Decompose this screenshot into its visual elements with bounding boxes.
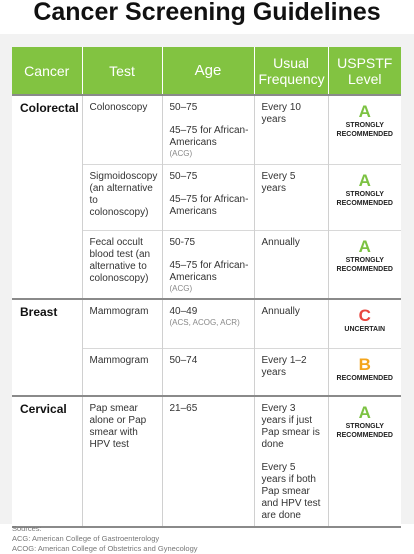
frequency-pap-hpv: Every 5 years if both Pap smear and HPV test are done xyxy=(261,461,321,521)
grade-letter: A xyxy=(358,236,371,256)
table-row xyxy=(12,95,401,164)
table-row xyxy=(12,299,401,349)
age-source-note: (ACS, ACOG, ACR) xyxy=(169,317,240,327)
age-range-alt: 45–75 for African-Americans xyxy=(169,259,249,283)
uspstf-level-cell xyxy=(328,349,401,396)
frequency-pap-only: Every 3 years if just Pap smear is done xyxy=(261,402,320,450)
uspstf-level-cell xyxy=(328,299,401,349)
test-cell: Colonoscopy xyxy=(82,95,162,164)
cancer-type-breast: Breast xyxy=(12,299,82,396)
test-cell: Mammogram xyxy=(82,349,162,396)
age-range-alt: 45–75 for African-Americans xyxy=(169,193,249,217)
test-cell: Mammogram xyxy=(82,299,162,349)
age-cell xyxy=(162,95,254,164)
age-range: 50-75 xyxy=(169,236,196,248)
frequency-cell: Every 5 years xyxy=(254,164,328,230)
frequency-cell: Annually xyxy=(254,230,328,299)
header-cancer: Cancer xyxy=(12,47,82,95)
test-cell: Fecal occult blood test (an alternative to colonoscopy) xyxy=(82,230,162,299)
page-title: Cancer Screening Guidelines xyxy=(33,0,381,26)
table-row xyxy=(12,396,401,527)
grade-letter: A xyxy=(358,102,371,121)
age-range: 40–49 xyxy=(169,305,198,317)
uspstf-level-cell xyxy=(328,95,401,164)
grade-label: STRONGLY RECOMMENDED xyxy=(336,190,393,207)
grade-label: STRONGLY RECOMMENDED xyxy=(336,256,393,273)
frequency-cell: Every 10 years xyxy=(254,95,328,164)
header-age: Age xyxy=(162,47,254,95)
sources-footnote xyxy=(12,524,407,554)
age-range: 50–74 xyxy=(169,355,198,366)
grade-label: UNCERTAIN xyxy=(344,325,386,333)
age-cell xyxy=(162,230,254,299)
source-acg: ACG: American College of Gastroenterology xyxy=(12,534,160,543)
test-cell: Sigmoidoscopy (an alternative to colonoscopy) xyxy=(82,164,162,230)
age-range: 50–75 xyxy=(169,170,198,182)
table-header-row xyxy=(12,47,401,95)
grade-letter: C xyxy=(358,305,371,325)
header-level: USPSTF Level xyxy=(328,47,401,95)
age-cell xyxy=(162,299,254,349)
frequency-cell: Annually xyxy=(254,299,328,349)
screening-table xyxy=(12,47,401,528)
grade-letter: A xyxy=(358,402,371,422)
grade-letter: B xyxy=(358,355,371,374)
frequency-cell: Every 1–2 years xyxy=(254,349,328,396)
cancer-type-cervical: Cervical xyxy=(12,396,82,527)
age-cell xyxy=(162,164,254,230)
header-test: Test xyxy=(82,47,162,95)
age-range: 50–75 xyxy=(169,102,198,113)
age-cell xyxy=(162,396,254,527)
frequency-cell xyxy=(254,396,328,527)
sources-heading: Sources: xyxy=(12,524,42,533)
source-acog: ACOG: American College of Obstetrics and Gynecology xyxy=(12,544,198,553)
grade-label: STRONGLY RECOMMENDED xyxy=(336,422,393,439)
age-cell xyxy=(162,349,254,396)
cancer-type-colorectal: Colorectal xyxy=(12,95,82,299)
age-source-note: (ACG) xyxy=(169,149,193,158)
uspstf-level-cell xyxy=(328,396,401,527)
age-range-alt: 45–75 for African-Americans xyxy=(169,125,249,148)
uspstf-level-cell xyxy=(328,230,401,299)
test-cell: Pap smear alone or Pap smear with HPV test xyxy=(82,396,162,527)
grade-label: RECOMMENDED xyxy=(336,375,393,382)
grade-letter: A xyxy=(358,170,371,190)
header-frequency: Usual Frequency xyxy=(254,47,328,95)
grade-label: STRONGLY RECOMMENDED xyxy=(336,122,393,138)
age-source-note: (ACG) xyxy=(169,283,193,293)
uspstf-level-cell xyxy=(328,164,401,230)
age-range: 21–65 xyxy=(169,402,198,414)
